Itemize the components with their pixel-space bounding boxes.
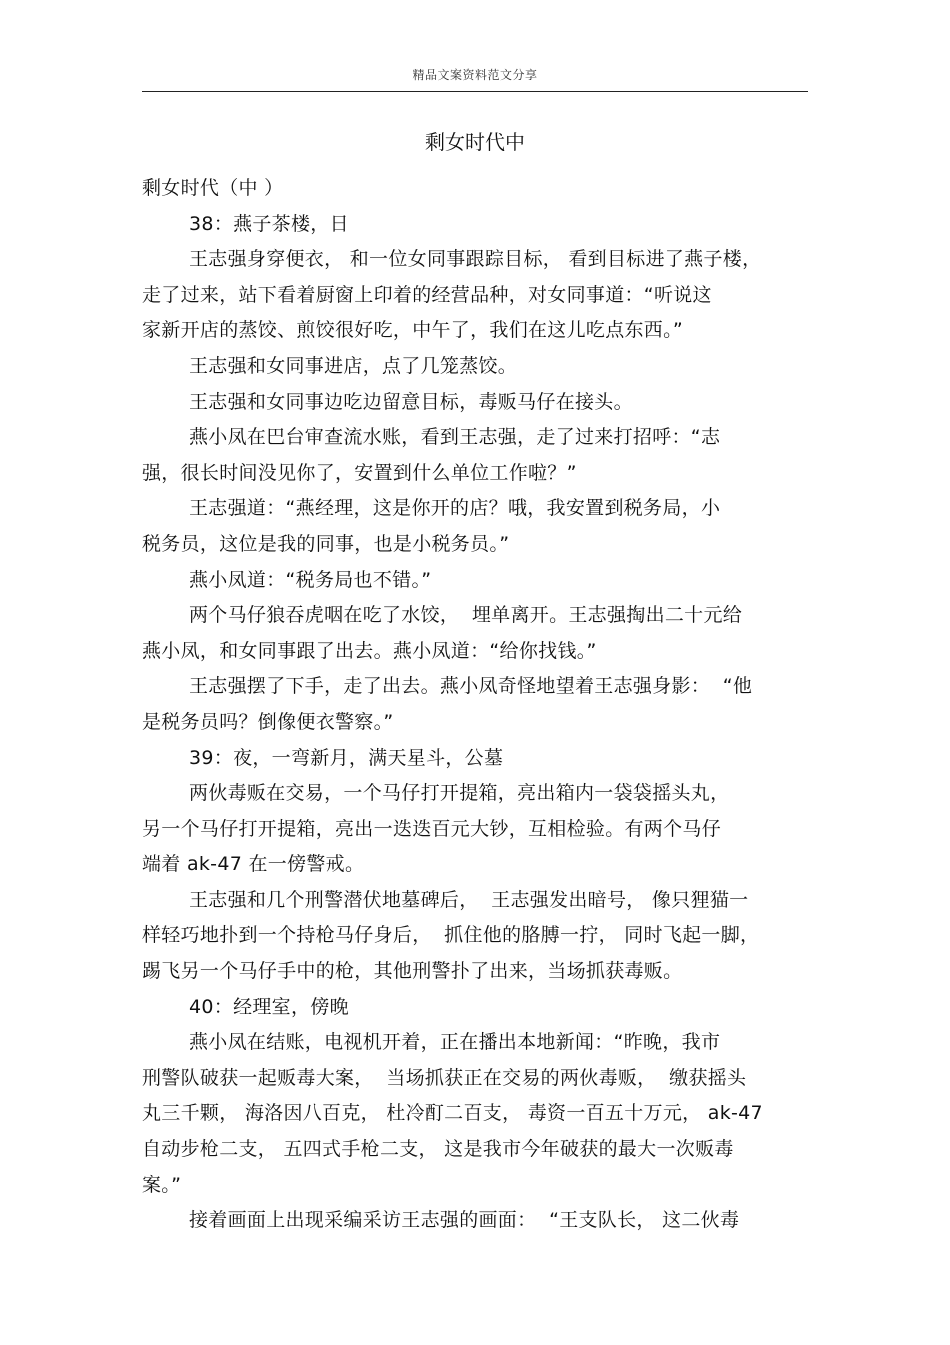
- text-line: 王志强摆了下手，走了出去。燕小凤奇怪地望着王志强身影： “他: [189, 675, 753, 698]
- text-line: 燕小凤在巴台审查流水账，看到王志强，走了过来打招呼：“志: [189, 426, 721, 449]
- document-title: 剩女时代中: [425, 130, 525, 154]
- body-text: [142, 171, 810, 1239]
- text-line: 案。”: [142, 1173, 182, 1196]
- text-line: 40：经理室，傍晚: [189, 995, 349, 1018]
- text-line: 剩女时代（中 ）: [142, 177, 284, 199]
- text-line: 燕小凤道：“税务局也不错。”: [189, 568, 432, 591]
- text-line: 端着 ak-47 在一傍警戒。: [142, 853, 365, 876]
- text-line: 王志强身穿便衣， 和一位女同事跟踪目标， 看到目标进了燕子楼，: [189, 248, 762, 271]
- header-divider: [142, 91, 808, 92]
- text-line: 两伙毒贩在交易，一个马仔打开提箱，亮出箱内一袋袋摇头丸，: [189, 782, 730, 805]
- text-line: 丸三千颗， 海洛因八百克， 杜冷酊二百支， 毒资一百五十万元， ak-47: [142, 1102, 763, 1125]
- text-line: 是税务员吗？倒像便衣警察。”: [142, 710, 394, 733]
- text-line: 另一个马仔打开提箱，亮出一迭迭百元大钞，互相检验。有两个马仔: [142, 817, 722, 840]
- text-line: 税务员，这位是我的同事，也是小税务员。”: [142, 532, 510, 555]
- text-line: 自动步枪二支， 五四式手枪二支， 这是我市今年破获的最大一次贩毒: [142, 1138, 734, 1161]
- text-line: 王志强和女同事边吃边留意目标，毒贩马仔在接头。: [189, 390, 633, 413]
- text-line: 走了过来，站下看着厨窗上印着的经营品种，对女同事道：“听说这: [142, 283, 712, 306]
- page-header: 精品文案资料范文分享: [412, 68, 538, 82]
- text-line: 燕小凤在结账，电视机开着，正在播出本地新闻：“昨晚，我市: [189, 1031, 721, 1054]
- text-line: 38：燕子茶楼，日: [189, 212, 349, 235]
- text-line: 样轻巧地扑到一个持枪马仔身后， 抓住他的胳膊一拧， 同时飞起一脚，: [142, 924, 760, 947]
- text-line: 王志强和几个刑警潜伏地墓碑后， 王志强发出暗号， 像只狸猫一: [189, 888, 749, 911]
- text-line: 王志强道：“燕经理，这是你开的店？哦，我安置到税务局，小: [189, 497, 721, 520]
- text-line: 强，很长时间没见你了，安置到什么单位工作啦？”: [142, 461, 577, 484]
- text-line: 39：夜，一弯新月，满天星斗，公墓: [189, 746, 504, 769]
- text-line: 燕小凤，和女同事跟了出去。燕小凤道：“给你找钱。”: [142, 639, 597, 662]
- text-line: 王志强和女同事进店，点了几笼蒸饺。: [189, 354, 518, 377]
- text-line: 接着画面上出现采编采访王志强的画面： “王支队长， 这二伙毒: [189, 1209, 740, 1232]
- text-line: 刑警队破获一起贩毒大案， 当场抓获正在交易的两伙毒贩， 缴获摇头: [142, 1066, 747, 1089]
- text-line: 踢飞另一个马仔手中的枪，其他刑警扑了出来，当场抓获毒贩。: [142, 960, 683, 983]
- text-line: 两个马仔狼吞虎咽在吃了水饺， 埋单离开。王志强掏出二十元给: [189, 604, 743, 627]
- text-line: 家新开店的蒸饺、煎饺很好吃，中午了，我们在这儿吃点东西。”: [142, 319, 684, 342]
